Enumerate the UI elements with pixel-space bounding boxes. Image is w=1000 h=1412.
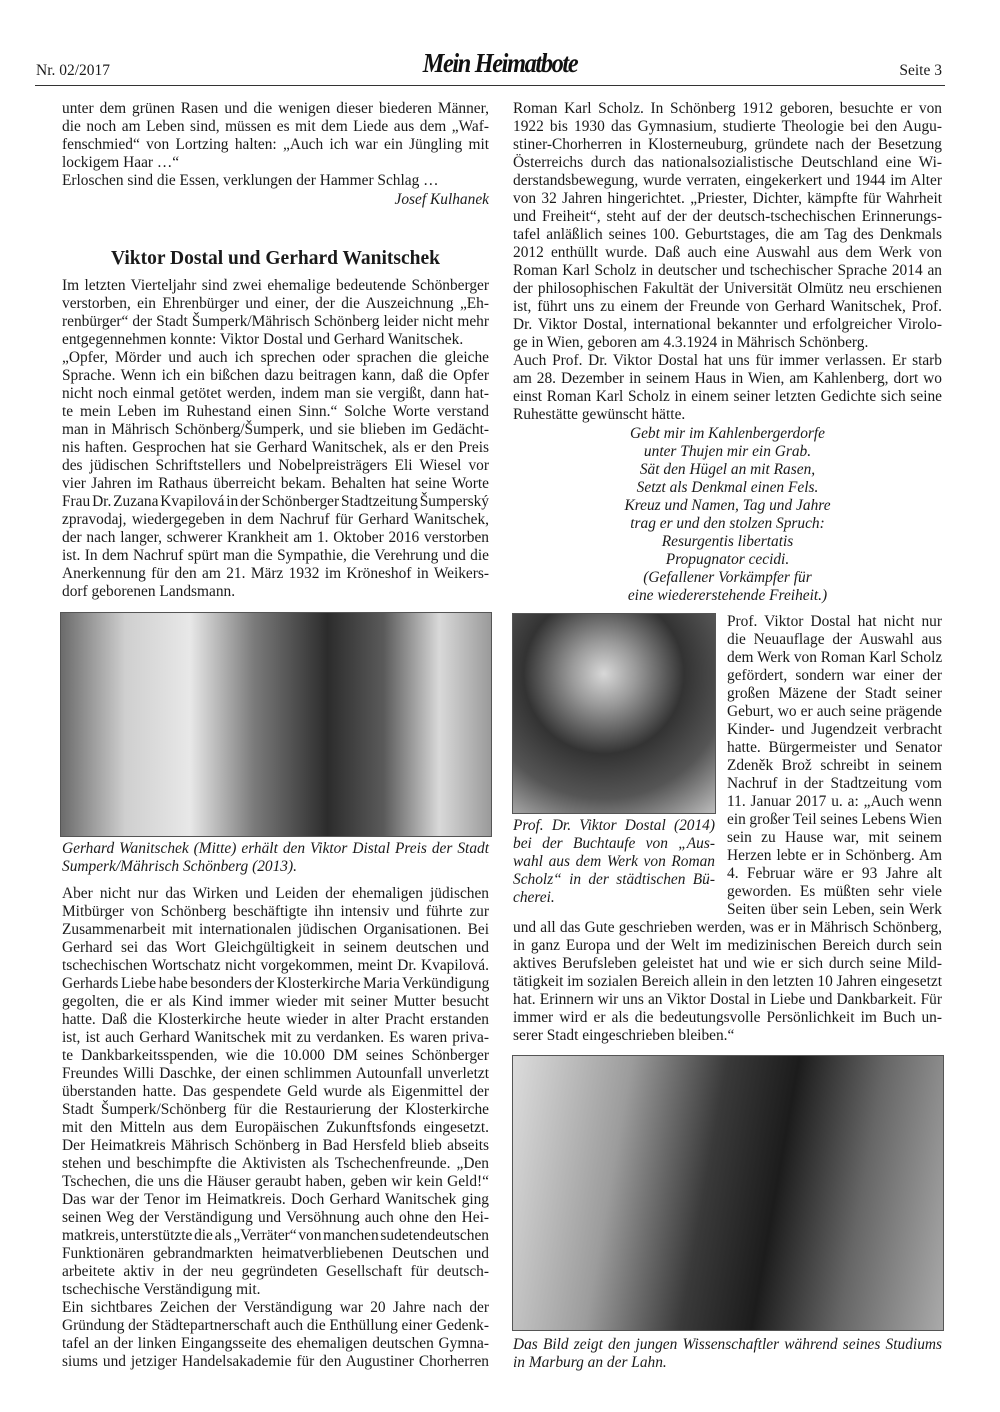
text-line: Österreichs durch das nationalsozialistische Deutschland eine Wi- [513, 154, 942, 171]
text-line: einst Roman Karl Scholz in einem seiner letzten Gedichte sich seine [513, 388, 942, 405]
text-line: Roman Karl Scholz in deutscher und tschechischer Sprache 2014 an [513, 262, 942, 279]
text-line: Gebt mir im Kahlenbergerdorfe [629, 425, 826, 442]
text-line: hatte. Bürgermeister und Senator [727, 739, 942, 756]
text-line: Ruhestätte gewünscht hätte. [513, 406, 686, 423]
photo-award-ceremony [60, 612, 492, 837]
text-line: Scholz“ in der städtischen Bü- [513, 871, 715, 888]
page-number: Seite 3 [899, 62, 942, 79]
author-signature: Josef Kulhanek [394, 191, 489, 208]
text-line: Prof. Dr. Viktor Dostal (2014) [513, 817, 715, 834]
article-heading: Viktor Dostal und Gerhard Wanitschek [110, 248, 441, 269]
text-line: vier Jahren im Rathaus überreicht bekam. Behalten hat seine Worte [62, 475, 489, 492]
text-line: man in Mährisch Schönberg/Šumperk, und sie blieben im Gedächt- [62, 421, 489, 438]
text-line: Auch Prof. Dr. Viktor Dostal hat uns für immer verlassen. Er starb [513, 352, 942, 369]
article-continuation [62, 885, 489, 1371]
text-line: überstanden hatte. Das gespendete Geld wurde als Eigenmittel der [62, 1083, 489, 1100]
text-line: in ganz Europa und der Welt im medizinischen Bereich durch sein [513, 937, 942, 954]
text-line: Das war der Tenor im Heimatkreis. Doch Gerhard Wanitschek ging [62, 1191, 489, 1208]
text-line: Geburt, wo er auch seine prägende [727, 703, 942, 720]
text-line: verstorben, ein Ehrenbürger und einer, der die Auszeichnung „Eh- [62, 295, 489, 312]
text-line: Ein sichtbares Zeichen der Verständigung war 20 Jahre nach der [62, 1299, 489, 1316]
text-line: Kinder- und Jugendzeit verbracht [727, 721, 942, 738]
text-line: Resurgentis libertatis [661, 533, 794, 550]
text-line: trag er und den stolzen Spruch: [630, 515, 825, 532]
text-line: Sprache. Wenn ich ein bißchen dazu beitragen kann, daß die Opfer [62, 367, 489, 384]
text-line: zpravodaj, wiedergegeben in dem Nachruf für Gerhard Wanitschek, [62, 511, 489, 528]
text-line: von 32 Jahren hingerichtet. „Priester, Dichter, kämpfte für Wahrheit [513, 190, 942, 207]
poem [513, 425, 942, 605]
text-line: serer Stadt eingeschrieben bleiben.“ [513, 1027, 735, 1044]
photo-caption-scientist [513, 1336, 942, 1372]
text-line: 2012 enthüllt wurde. Daß auch eine Auswahl aus dem Werk von [513, 244, 942, 261]
text-line: nicht noch einmal getötet werden, indem man sie vergißt, dann hat- [62, 385, 489, 402]
text-line: Gerhard sei das Wort Gleichgültigkeit in seinem deutschen und [62, 939, 489, 956]
text-line: dem Werk von Roman Karl Scholz [727, 649, 943, 666]
text-line: 11. Januar 2017 u. a: „Auch wenn [727, 793, 942, 810]
article-right-bottom [513, 919, 942, 1045]
text-line: dorf geborenen Landsmann. [62, 583, 236, 600]
text-line: die noch am Leben sind, müssen es mit dem Liede aus dem „Waf- [62, 118, 489, 135]
text-line: Gründung der Städtepartnerschaft auch die Enthüllung einer Gedenk- [62, 1317, 489, 1334]
text-line: Freundes Willi Daschke, der einen schlimmen Autounfall unverletzt [62, 1065, 489, 1082]
text-line: arbeitete aktiv in der neu gegründeten Gesellschaft für deutsch- [62, 1263, 489, 1280]
text-line: und Freiheit“, steht auf der der deutsch-tschechischen Erinnerungs- [513, 208, 942, 225]
masthead-logo: Mein Heimatbote [422, 48, 578, 78]
text-line: der philosophischen Fakultät der Universität Olmütz neu erschienen [513, 280, 942, 297]
text-line: Funktionären gebrandmarkten heimatverbliebenen Deutschen und [62, 1245, 489, 1262]
text-line: (Gefallener Vorkämpfer für [643, 569, 812, 586]
text-line: mit den Mitteln aus dem Europäischen Zukunftsfonds eingesetzt. [62, 1119, 489, 1136]
text-line: nis haften. Gesprochen hat sie Gerhard Wanitschek, als er den Preis [62, 439, 489, 456]
text-line: am 28. Dezember in seinem Haus in Wien, am Kahlenberg, dort wo [513, 370, 942, 387]
issue-number: Nr. 02/2017 [36, 62, 111, 79]
text-line: stehen und beschimpfte die Aktivisten als Tschechenfreunde. „Den [62, 1155, 489, 1172]
text-line: Propugnator cecidi. [665, 551, 790, 568]
text-line: gegolten, die er als Kind immer wieder mit seiner Mutter besucht [62, 993, 489, 1010]
text-line: ist, führt uns zu einem der Freunde von Gerhard Wanitschek, Prof. [513, 298, 942, 315]
header-rule [35, 85, 945, 86]
text-line: ein großer Teil seines Lebens Wien [727, 811, 942, 828]
text-line: Sumperk/Mährisch Schönberg (2013). [62, 858, 297, 875]
text-line: hatte. Daß die Klosterkirche heute wieder in alter Pracht erstanden [62, 1011, 489, 1028]
text-line: 1922 bis 1930 das Gymnasium, studierte Theologie bei den Augu- [513, 118, 942, 135]
text-line: lockigem Haar …“ [62, 154, 180, 171]
text-line: „Opfer, Mörder und auch ich sprechen oder sprachen die gleiche [62, 349, 489, 366]
text-line: Dr. Viktor Dostal, international bekannter und erfolgreicher Virolo- [513, 316, 942, 333]
text-line: stiner-Chorherren in Klosterneuburg, gründete nach der Besetzung [513, 136, 942, 153]
text-line: gefördert, sondern war einer der [727, 667, 942, 684]
text-line: Im letzten Vierteljahr sind zwei ehemalige bedeutende Schönberger [62, 277, 489, 294]
text-line: und all das Gute geschrieben werden, was er in Mährisch Schönberg, [513, 919, 942, 936]
text-line: 4. Februar wäre er 93 Jahre alt [727, 865, 942, 882]
text-line: tafel anläßlich seines 100. Geburtstages, die am Tag des Denkmals [513, 226, 942, 243]
text-line: Setzt als Denkmal einen Fels. [636, 479, 819, 496]
text-line: tschechische Verständigung mit. [62, 1281, 261, 1298]
text-line: derstandsbewegung, wurde verraten, eingekerkert und 1944 im Alter [513, 172, 942, 189]
text-line: Kreuz und Namen, Tag und Jahre [624, 497, 831, 514]
photo-young-scientist [512, 1055, 944, 1331]
text-line: Frau Dr. Zuzana Kvapilová in der Schönberger Stadtzeitung Šumperský [62, 493, 489, 510]
text-line: unter dem grünen Rasen und die wenigen dieser biederen Männer, [62, 100, 489, 117]
text-line: entgegennehmen konnte: Viktor Dostal und Gerhard Wanitschek. [62, 331, 464, 348]
text-line: unter Thujen mir ein Grab. [643, 443, 812, 460]
text-line: ist. In dem Nachruf spürt man die Sympathie, die Verehrung und die [62, 547, 489, 564]
text-line: Stadt Šumperk/Schönberg für die Restaurierung der Klosterkirche [62, 1101, 489, 1118]
text-line: der nach langer, schwerer Krankheit am 1. Oktober 2016 verstorben [62, 529, 489, 546]
article-right-top [513, 100, 942, 424]
text-line: Zdeněk Brož schreibt in seinem [727, 757, 942, 774]
text-line: wahl aus dem Werk von Roman [513, 853, 715, 870]
text-line: immer wird er als die bedeutungsvolle Persönlichkeit im Buch un- [513, 1009, 942, 1026]
text-line: geworden. Es müßten sehr viele [727, 883, 942, 900]
text-line: Der Heimatkreis Mährisch Schönberg in Bad Hersfeld blieb abseits [62, 1137, 489, 1154]
text-line: tätigkeit im sozialen Bereich allein in den letzten 10 Jahren eingesetzt [513, 973, 942, 990]
text-line: des jüdischen Schriftstellers und Nobelpreisträgers Eli Wiesel vor [62, 457, 489, 474]
text-line: matkreis, unterstützte die als „Verräter“ von manchen sudetendeutschen [62, 1227, 489, 1244]
text-line: die Neuauflage der Auswahl aus [727, 631, 942, 648]
text-line: Sät den Hügel an mit Rasen, [639, 461, 816, 478]
text-line: tafel an der linken Eingangsseite des ehemaligen deutschen Gymna- [62, 1335, 489, 1352]
text-line: tschechischen Wortschatz nicht vorgekommen, meint Dr. Kvapilová. [62, 957, 489, 974]
text-line: Das Bild zeigt den jungen Wissenschaftler während seines Studiums [513, 1336, 942, 1353]
text-line: seinen Weg der Verständigung und Versöhnung auch ohne den Hei- [62, 1209, 489, 1226]
text-line: bei der Buchtaufe von „Aus- [513, 835, 715, 852]
text-line: Zusammenarbeit mit internationalen jüdischen Organisationen. Bei [62, 921, 489, 938]
text-line: Herzen lebte er in Schönberg. Am [727, 847, 942, 864]
text-line: Gerhard Wanitschek (Mitte) erhält den Viktor Distal Preis der Stadt [62, 840, 489, 857]
photo-viktor-dostal [512, 613, 716, 814]
text-line: sein zu Hause war, mit seinem [727, 829, 942, 846]
text-line: Prof. Viktor Dostal hat nicht nur [727, 613, 942, 630]
text-line: siums und jetziger Handelsakademie für den Augustiner Chorherren [62, 1353, 489, 1370]
text-line: ist, ist auch Gerhard Wanitschek mit zu verdanken. Es waren priva- [62, 1029, 489, 1046]
text-line: cherei. [513, 889, 555, 906]
text-line: eine wiedererstehende Freiheit.) [627, 587, 828, 604]
text-line: Nachruf in der Stadtzeitung vom [727, 775, 942, 792]
article-intro [62, 277, 489, 601]
text-line: Tschechen, die uns die Häuser geraubt haben, geben wir kein Geld!“ [62, 1173, 489, 1190]
text-line: Seiten über sein Leben, sein Werk [727, 901, 942, 918]
intro-text [62, 100, 489, 190]
text-line: ge in Wien, geboren am 4.3.1924 in Mährisch Schönberg. [513, 334, 869, 351]
text-line: Aber nicht nur das Wirken und Leiden der ehemaligen jüdischen [62, 885, 489, 902]
text-line: renbürger“ der Stadt Šumperk/Mährisch Schönberg leider nicht mehr [62, 313, 489, 330]
text-line: Erloschen sind die Essen, verklungen der Hammer Schlag … [62, 172, 439, 189]
photo-caption-dostal [513, 817, 715, 907]
text-line: hat. Erinnern wir uns an Viktor Dostal in Liebe und Dankbarkeit. Für [513, 991, 942, 1008]
text-line: großen Mäzene der Stadt seiner [727, 685, 942, 702]
text-line: te Dankbarkeitsspenden, wie die 10.000 DM seines Schönberger [62, 1047, 489, 1064]
photo-caption-award [62, 840, 489, 876]
text-line: te mein Leben im Ruhestand einen Sinn.“ Solche Worte verstand [62, 403, 489, 420]
text-line: aktives Berufsleben geleistet hat und wie er sich durch seine Mild- [513, 955, 942, 972]
text-line: fenschmied“ von Lortzing halten: „Auch ich war ein Jüngling mit [62, 136, 489, 153]
text-line: Anerkennung für den am 21. März 1932 im Kröneshof in Weikers- [62, 565, 489, 582]
text-line: Gerhards Liebe habe besonders der Klosterkirche Maria Verkündigung [62, 975, 490, 992]
text-line: in Marburg an der Lahn. [513, 1354, 667, 1371]
article-side-text [727, 613, 942, 919]
text-line: Roman Karl Scholz. In Schönberg 1912 geboren, besuchte er von [513, 100, 942, 117]
text-line: Mitbürger von Schönberg beschäftigte ihn intensiv und führte zur [62, 903, 489, 920]
